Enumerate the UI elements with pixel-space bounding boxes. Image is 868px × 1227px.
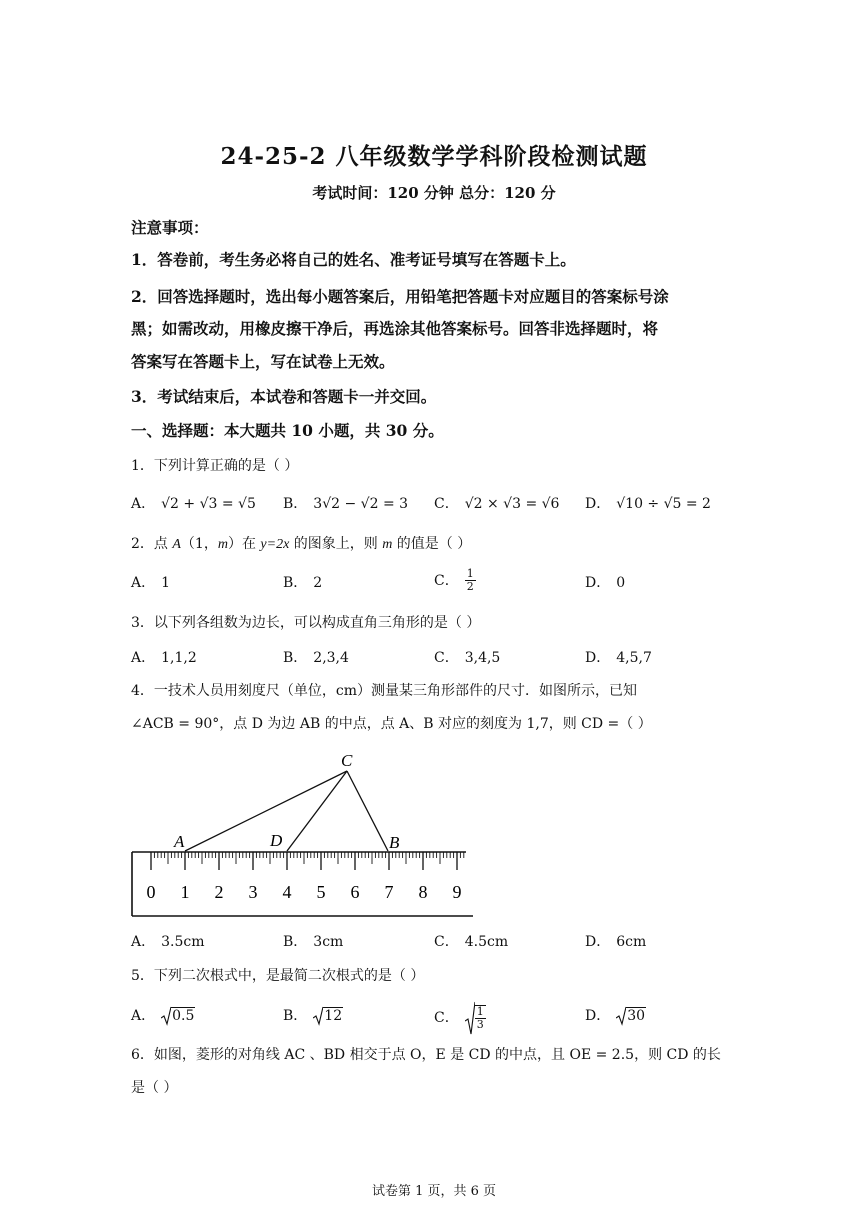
option-c bbox=[434, 931, 508, 951]
stem-text: 的值是（ ） bbox=[392, 536, 472, 552]
label-c: C bbox=[341, 751, 353, 770]
option-b bbox=[283, 1005, 343, 1026]
radicand: 30 bbox=[627, 1008, 646, 1024]
equation: y=2x bbox=[260, 537, 290, 552]
option-d bbox=[585, 493, 711, 513]
notice-line-3: 黑；如需改动，用橡皮擦干净后，再选涂其他答案标号。回答非选择题时，将 bbox=[131, 319, 659, 338]
option-text: 1 bbox=[161, 575, 171, 591]
question-5-options bbox=[131, 1001, 741, 1037]
notice-line-4: 答案写在答题卡上，写在试卷上无效。 bbox=[131, 352, 395, 371]
fraction bbox=[465, 568, 476, 593]
option-a bbox=[131, 647, 197, 667]
option-b bbox=[283, 572, 322, 592]
ruler-number: 7 bbox=[384, 882, 394, 902]
side-ac bbox=[185, 771, 347, 851]
option-c bbox=[434, 647, 500, 667]
option-label: D． bbox=[585, 1008, 611, 1024]
option-label: C． bbox=[434, 650, 459, 666]
option-label: B． bbox=[283, 496, 308, 512]
option-text: √10 ÷ √5 = 2 bbox=[616, 496, 711, 512]
option-text: √2 + √3 = √5 bbox=[161, 496, 256, 512]
radical-sign-icon bbox=[161, 1006, 171, 1026]
option-label: B． bbox=[283, 575, 308, 591]
radical-sign-icon bbox=[616, 1006, 626, 1026]
option-b bbox=[283, 493, 408, 513]
radical-sign-icon bbox=[313, 1006, 323, 1026]
question-3-stem: 3．以下列各组数为边长，可以构成直角三角形的是（ ） bbox=[131, 615, 481, 631]
page-title: 24-25-2 八年级数学学科阶段检测试题 bbox=[220, 143, 648, 170]
denominator: 2 bbox=[466, 580, 474, 593]
ruler-number: 9 bbox=[452, 882, 462, 902]
question-4-line-2: ∠ACB = 90°，点 D 为边 AB 的中点，点 A、B 对应的刻度为 1,7，则 CD =（ ） bbox=[131, 716, 652, 732]
ruler-number: 8 bbox=[418, 882, 428, 902]
option-label: A． bbox=[131, 575, 156, 591]
stem-text: 2．点 bbox=[131, 536, 173, 552]
page-footer: 试卷第 1 页，共 6 页 bbox=[371, 1184, 497, 1199]
option-label: C． bbox=[434, 572, 459, 589]
side-cb bbox=[347, 771, 388, 851]
radicand: 0.5 bbox=[172, 1008, 195, 1024]
var-m: m bbox=[217, 537, 228, 552]
option-text: 2 bbox=[313, 575, 323, 591]
option-text: 4.5cm bbox=[464, 934, 509, 950]
option-d bbox=[585, 931, 646, 951]
option-label: C． bbox=[434, 1010, 459, 1026]
ruler-number: 1 bbox=[180, 882, 190, 902]
question-6-line-2: 是（ ） bbox=[131, 1080, 178, 1096]
label-b: B bbox=[389, 833, 400, 852]
option-text: √2 × √3 = √6 bbox=[464, 496, 560, 512]
option-c bbox=[434, 1001, 486, 1035]
option-c bbox=[434, 568, 476, 593]
var-m: m bbox=[382, 537, 393, 552]
radical-sign-icon bbox=[465, 1001, 475, 1035]
option-label: D． bbox=[585, 650, 611, 666]
option-label: B． bbox=[283, 650, 308, 666]
option-label: D． bbox=[585, 934, 611, 950]
ruler-number: 0 bbox=[146, 882, 156, 902]
option-a bbox=[131, 572, 170, 592]
option-text: 2,3,4 bbox=[313, 650, 349, 666]
label-a: A bbox=[174, 832, 185, 851]
notice-heading: 注意事项： bbox=[131, 218, 209, 237]
radicand: 12 bbox=[324, 1008, 343, 1024]
option-label: D． bbox=[585, 575, 611, 591]
label-d: D bbox=[270, 831, 283, 850]
option-text: 3√2 − √2 = 3 bbox=[313, 496, 409, 512]
option-label: A． bbox=[131, 496, 156, 512]
sqrt-radical bbox=[616, 1006, 646, 1026]
question-1-options bbox=[131, 493, 741, 517]
fraction bbox=[475, 1005, 486, 1031]
question-1-stem: 1．下列计算正确的是（ ） bbox=[131, 458, 299, 474]
sqrt-radical bbox=[161, 1006, 195, 1026]
option-d bbox=[585, 1005, 646, 1026]
question-5-stem: 5．下列二次根式中，是最简二次根式的是（ ） bbox=[131, 968, 425, 984]
option-a bbox=[131, 1005, 195, 1026]
denominator: 3 bbox=[476, 1018, 484, 1031]
option-text: 4,5,7 bbox=[616, 650, 652, 666]
ruler-number: 2 bbox=[214, 882, 224, 902]
question-4-options bbox=[131, 931, 741, 955]
ruler-numbers bbox=[147, 882, 462, 902]
question-6-line-1: 6．如图，菱形的对角线 AC 、BD 相交于点 O，E 是 CD 的中点，且 OE = 2.5，则 CD 的长 bbox=[131, 1047, 721, 1063]
ruler-triangle-figure bbox=[128, 744, 478, 920]
ruler-number: 3 bbox=[248, 882, 258, 902]
stem-text: ）在 bbox=[227, 536, 261, 552]
option-label: B． bbox=[283, 1008, 308, 1024]
option-label: C． bbox=[434, 496, 459, 512]
option-a bbox=[131, 493, 256, 513]
question-4-line-1: 4．一技术人员用刻度尺（单位，cm）测量某三角形部件的尺寸．如图所示，已知 bbox=[131, 683, 638, 699]
option-a bbox=[131, 931, 205, 951]
ruler-number: 5 bbox=[316, 882, 326, 902]
option-text: 3cm bbox=[313, 934, 344, 950]
option-d bbox=[585, 647, 652, 667]
option-d bbox=[585, 572, 625, 592]
sqrt-radical bbox=[465, 1001, 486, 1035]
notice-line-2: 2．回答选择题时，选出每小题答案后，用铅笔把答题卡对应题目的答案标号涂 bbox=[131, 287, 669, 306]
stem-text: 的图象上，则 bbox=[289, 536, 383, 552]
option-label: C． bbox=[434, 934, 459, 950]
numerator: 1 bbox=[466, 567, 474, 580]
option-text: 0 bbox=[616, 575, 626, 591]
option-text: 3.5cm bbox=[161, 934, 205, 950]
question-3-options bbox=[131, 647, 741, 671]
option-text: 3,4,5 bbox=[464, 650, 501, 666]
question-2-options bbox=[131, 567, 741, 596]
numerator: 1 bbox=[476, 1005, 484, 1018]
option-label: A． bbox=[131, 1008, 156, 1024]
option-c bbox=[434, 493, 559, 513]
ruler-number: 4 bbox=[282, 882, 292, 902]
option-label: B． bbox=[283, 934, 308, 950]
exam-info: 考试时间：120 分钟 总分：120 分 bbox=[312, 184, 556, 202]
section-heading: 一、选择题：本大题共 10 小题，共 30 分。 bbox=[131, 421, 444, 440]
stem-text: （1， bbox=[180, 536, 218, 552]
ruler-number: 6 bbox=[350, 882, 360, 902]
option-text: 1,1,2 bbox=[161, 650, 197, 666]
notice-line-5: 3．考试结束后，本试卷和答题卡一并交回。 bbox=[131, 387, 437, 406]
option-b bbox=[283, 647, 349, 667]
question-2-stem bbox=[131, 533, 741, 556]
sqrt-radical bbox=[313, 1006, 343, 1026]
option-label: A． bbox=[131, 650, 156, 666]
option-b bbox=[283, 931, 343, 951]
notice-line-1: 1．答卷前，考生务必将自己的姓名、准考证号填写在答题卡上。 bbox=[131, 250, 576, 269]
segment-cd bbox=[287, 771, 347, 851]
option-label: A． bbox=[131, 934, 156, 950]
option-label: D． bbox=[585, 496, 611, 512]
ruler-ticks bbox=[151, 852, 464, 870]
option-text: 6cm bbox=[616, 934, 647, 950]
point-a: A bbox=[172, 537, 181, 552]
